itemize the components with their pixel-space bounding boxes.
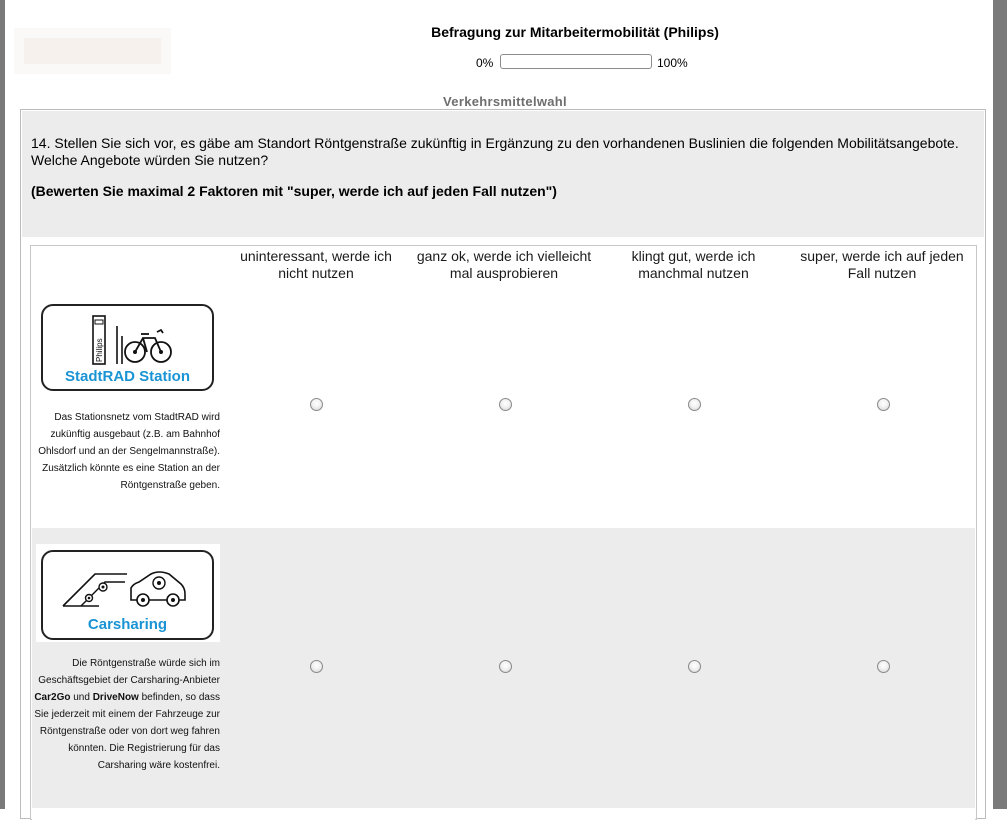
section-title: Verkehrsmittelwahl	[443, 94, 567, 109]
carsharing-description: Die Röntgenstraße würde sich im Geschäftsgebiet der Carsharing-Anbieter Car2Go und DriveNow befinden, so dass Sie jederzeit mit einem der Fahrzeuge zur Röntgenstraße oder von dort weg fahren könnten. Die Registrierung für das Carsharing wäre kostenfrei.	[34, 658, 220, 771]
radio-carsharing-ganz-ok[interactable]	[499, 660, 512, 673]
radio-carsharing-uninteressant[interactable]	[310, 660, 323, 673]
logo-placeholder	[14, 28, 171, 74]
carsharing-badge-label: Carsharing	[87, 616, 168, 633]
progress-max-label: 100%	[657, 56, 688, 70]
radio-stadtrad-uninteressant[interactable]	[310, 398, 323, 411]
radio-stadtrad-super[interactable]	[877, 398, 890, 411]
radio-carsharing-super[interactable]	[877, 660, 890, 673]
question-box	[22, 111, 984, 237]
matrix-row-carsharing	[32, 528, 975, 808]
matrix-row-stadtrad	[32, 288, 975, 528]
scale-header-4: super, werde ich auf jeden Fall nutzen	[800, 248, 964, 281]
matrix-row-next	[32, 808, 975, 828]
scale-header-3: klingt gut, werde ich manchmal nutzen	[631, 248, 756, 281]
question-hint: (Bewerten Sie maximal 2 Faktoren mit "super, werde ich auf jeden Fall nutzen")	[31, 183, 557, 199]
radio-stadtrad-klingt-gut[interactable]	[688, 398, 701, 411]
bike-station-icon	[77, 312, 177, 370]
stadtrad-badge	[41, 304, 214, 391]
carsharing-badge	[41, 550, 214, 640]
scale-header-1: uninteressant, werde ich nicht nutzen	[240, 248, 392, 281]
provider-drivenow: DriveNow	[92, 692, 139, 703]
rating-matrix	[30, 245, 977, 820]
radio-stadtrad-ganz-ok[interactable]	[499, 398, 512, 411]
station-sign-text: Philips	[95, 338, 104, 362]
window-frame-left	[0, 0, 5, 809]
question-text: 14. Stellen Sie sich vor, es gäbe am Standort Röntgenstraße zukünftig in Ergänzung zu den vorhandenen Buslinien die folgenden Mobilitätsangebote. Welche Angebote würden Sie nutzen?	[31, 135, 959, 168]
stadtrad-description: Das Stationsnetz vom StadtRAD wird zukünftig ausgebaut (z.B. am Bahnhof Ohlsdorf und an der Sengelmannstraße). Zusätzlich könnte es eine Station an der Röntgenstraße geben.	[38, 412, 220, 491]
provider-car2go: Car2Go	[34, 692, 71, 703]
progress-bar	[500, 54, 652, 69]
window-frame-right	[993, 0, 1007, 809]
survey-title: Befragung zur Mitarbeitermobilität (Philips)	[431, 24, 719, 40]
radio-carsharing-klingt-gut[interactable]	[688, 660, 701, 673]
question-container	[20, 109, 986, 819]
progress-min-label: 0%	[476, 56, 494, 70]
scale-header-2: ganz ok, werde ich vielleicht mal ausprobieren	[416, 248, 592, 281]
stadtrad-badge-label: StadtRAD Station	[65, 368, 190, 385]
carsharing-icon	[59, 560, 189, 610]
